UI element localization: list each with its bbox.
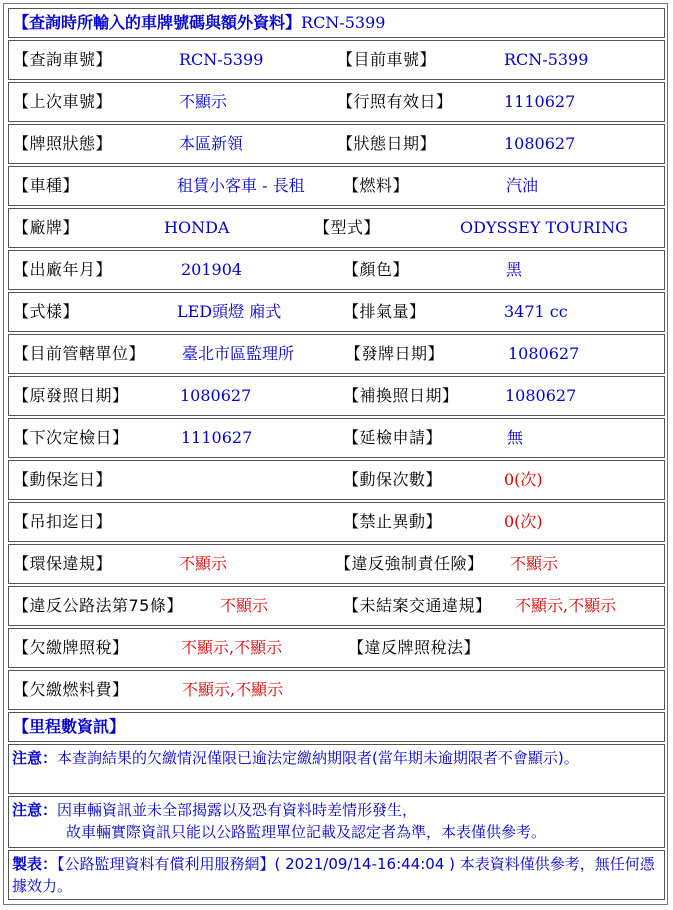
value-insurance-violation: 不顯示 [510, 554, 559, 573]
label-license-valid-date: 【行照有效日】 [337, 92, 453, 111]
label-lien-count: 【動保次數】 [343, 470, 443, 489]
value-license-valid-date: 1110627 [504, 92, 576, 111]
value-plate-status: 本區新領 [179, 134, 244, 153]
label-insurance-violation: 【違反強制責任險】 [335, 554, 484, 573]
row-lien-end-date [8, 460, 665, 500]
value-vehicle-type: 租賃小客車 - 長租 [177, 176, 305, 195]
row-unpaid-fuel-fee [8, 670, 665, 710]
row-original-issue-date [8, 376, 665, 416]
row-vehicle-type [8, 166, 665, 206]
value-original-issue-date: 1080627 [180, 386, 252, 405]
row-brand [8, 208, 665, 248]
label-issue-date: 【發牌日期】 [345, 344, 445, 363]
label-unpaid-license-tax: 【欠繳牌照稅】 [13, 638, 129, 657]
label-model: 【型式】 [314, 218, 381, 237]
row-next-inspection [8, 418, 665, 458]
note-row-1 [8, 744, 665, 794]
label-pending-traffic-violation: 【未結案交通違規】 [343, 596, 492, 615]
value-issue-date: 1080627 [508, 344, 580, 363]
note-2-line-2: 故車輛實際資訊只能以公路監理單位記載及認定者為準，本表僅供參考。 [66, 823, 547, 841]
value-displacement: 3471 cc [504, 302, 568, 321]
footer-note [12, 853, 660, 897]
value-unpaid-fuel-fee: 不顯示,不顯示 [182, 680, 284, 699]
value-lien-count: 0(次) [504, 470, 543, 489]
label-plate-status: 【牌照狀態】 [13, 134, 113, 153]
note-1-label: 注意： [12, 749, 58, 767]
value-transfer-ban: 0(次) [504, 512, 543, 531]
label-suspension-end-date: 【吊扣迄日】 [13, 512, 113, 531]
label-reissue-date: 【補換照日期】 [343, 386, 459, 405]
label-vehicle-type: 【車種】 [13, 176, 80, 195]
label-lien-end-date: 【動保迄日】 [13, 470, 113, 489]
label-previous-plate: 【上次車號】 [13, 92, 113, 111]
value-current-plate: RCN-5399 [504, 50, 589, 69]
label-fuel: 【燃料】 [343, 176, 410, 195]
row-highway-act-violation [8, 586, 665, 626]
footer-label: 製表： [12, 855, 58, 873]
row-style [8, 292, 665, 332]
row-plate-status [8, 124, 665, 164]
label-manufacture-date: 【出廠年月】 [13, 260, 113, 279]
note-2-label: 注意： [12, 801, 58, 819]
label-transfer-ban: 【禁止異動】 [343, 512, 443, 531]
label-jurisdiction: 【目前管轄單位】 [13, 344, 146, 363]
note-2 [12, 799, 660, 843]
label-environmental-violation: 【環保違規】 [13, 554, 113, 573]
value-status-date: 1080627 [504, 134, 576, 153]
value-next-inspection: 1110627 [181, 428, 253, 447]
value-color: 黑 [506, 260, 523, 279]
note-row-2 [8, 796, 665, 848]
label-inspection-extension: 【延檢申請】 [343, 428, 443, 447]
value-highway-act-violation: 不顯示 [220, 596, 269, 615]
row-manufacture-date [8, 250, 665, 290]
label-current-plate: 【目前車號】 [337, 50, 437, 69]
header-plate: RCN-5399 [301, 13, 386, 32]
row-unpaid-license-tax [8, 628, 665, 668]
value-manufacture-date: 201904 [181, 260, 243, 279]
label-query-plate: 【查詢車號】 [13, 50, 113, 69]
row-previous-plate [8, 82, 665, 122]
label-color: 【顏色】 [343, 260, 410, 279]
value-jurisdiction: 臺北市區監理所 [182, 344, 295, 363]
label-unpaid-fuel-fee: 【欠繳燃料費】 [13, 680, 129, 699]
label-style: 【式樣】 [13, 302, 80, 321]
mileage-row [8, 712, 665, 742]
note-2-line-1: 因車輛資訊並未全部揭露以及恐有資料時差情形發生， [57, 801, 418, 819]
label-original-issue-date: 【原發照日期】 [13, 386, 129, 405]
value-reissue-date: 1080627 [505, 386, 577, 405]
value-query-plate: RCN-5399 [179, 50, 264, 69]
row-jurisdiction [8, 334, 665, 374]
note-1-text: 本查詢結果的欠繳情況僅限已逾法定繳納期限者(當年期未逾期限者不會顯示)。 [57, 749, 579, 767]
note-1 [12, 747, 660, 769]
value-environmental-violation: 不顯示 [179, 554, 228, 573]
header-row [8, 8, 665, 38]
label-brand: 【廠牌】 [13, 218, 80, 237]
label-displacement: 【排氣量】 [343, 302, 426, 321]
footer-row [8, 850, 665, 900]
header-title-text: 【查詢時所輸入的車牌號碼與額外資料】 [13, 13, 302, 32]
footer-text: 【公路監理資料有償利用服務網】( 2021/09/14-16:44:04 ) 本表資料僅供參考，無任何憑據效力。 [12, 855, 655, 895]
value-fuel: 汽油 [506, 176, 539, 195]
value-previous-plate: 不顯示 [179, 92, 228, 111]
value-model: ODYSSEY TOURING [460, 218, 628, 237]
value-pending-traffic-violation: 不顯示,不顯示 [515, 596, 617, 615]
value-style: LED頭燈 廂式 [177, 302, 282, 321]
value-brand: HONDA [164, 218, 230, 237]
label-license-tax-violation: 【違反牌照稅法】 [348, 638, 481, 657]
value-inspection-extension: 無 [507, 428, 524, 447]
header-title [13, 13, 385, 33]
label-highway-act-violation: 【違反公路法第75條】 [13, 596, 183, 615]
row-suspension-end-date [8, 502, 665, 542]
mileage-title: 【里程數資訊】 [13, 717, 126, 736]
label-status-date: 【狀態日期】 [337, 134, 437, 153]
row-query-plate [8, 40, 665, 80]
label-next-inspection: 【下次定檢日】 [13, 428, 129, 447]
value-unpaid-license-tax: 不顯示,不顯示 [181, 638, 283, 657]
row-environmental-violation [8, 544, 665, 584]
